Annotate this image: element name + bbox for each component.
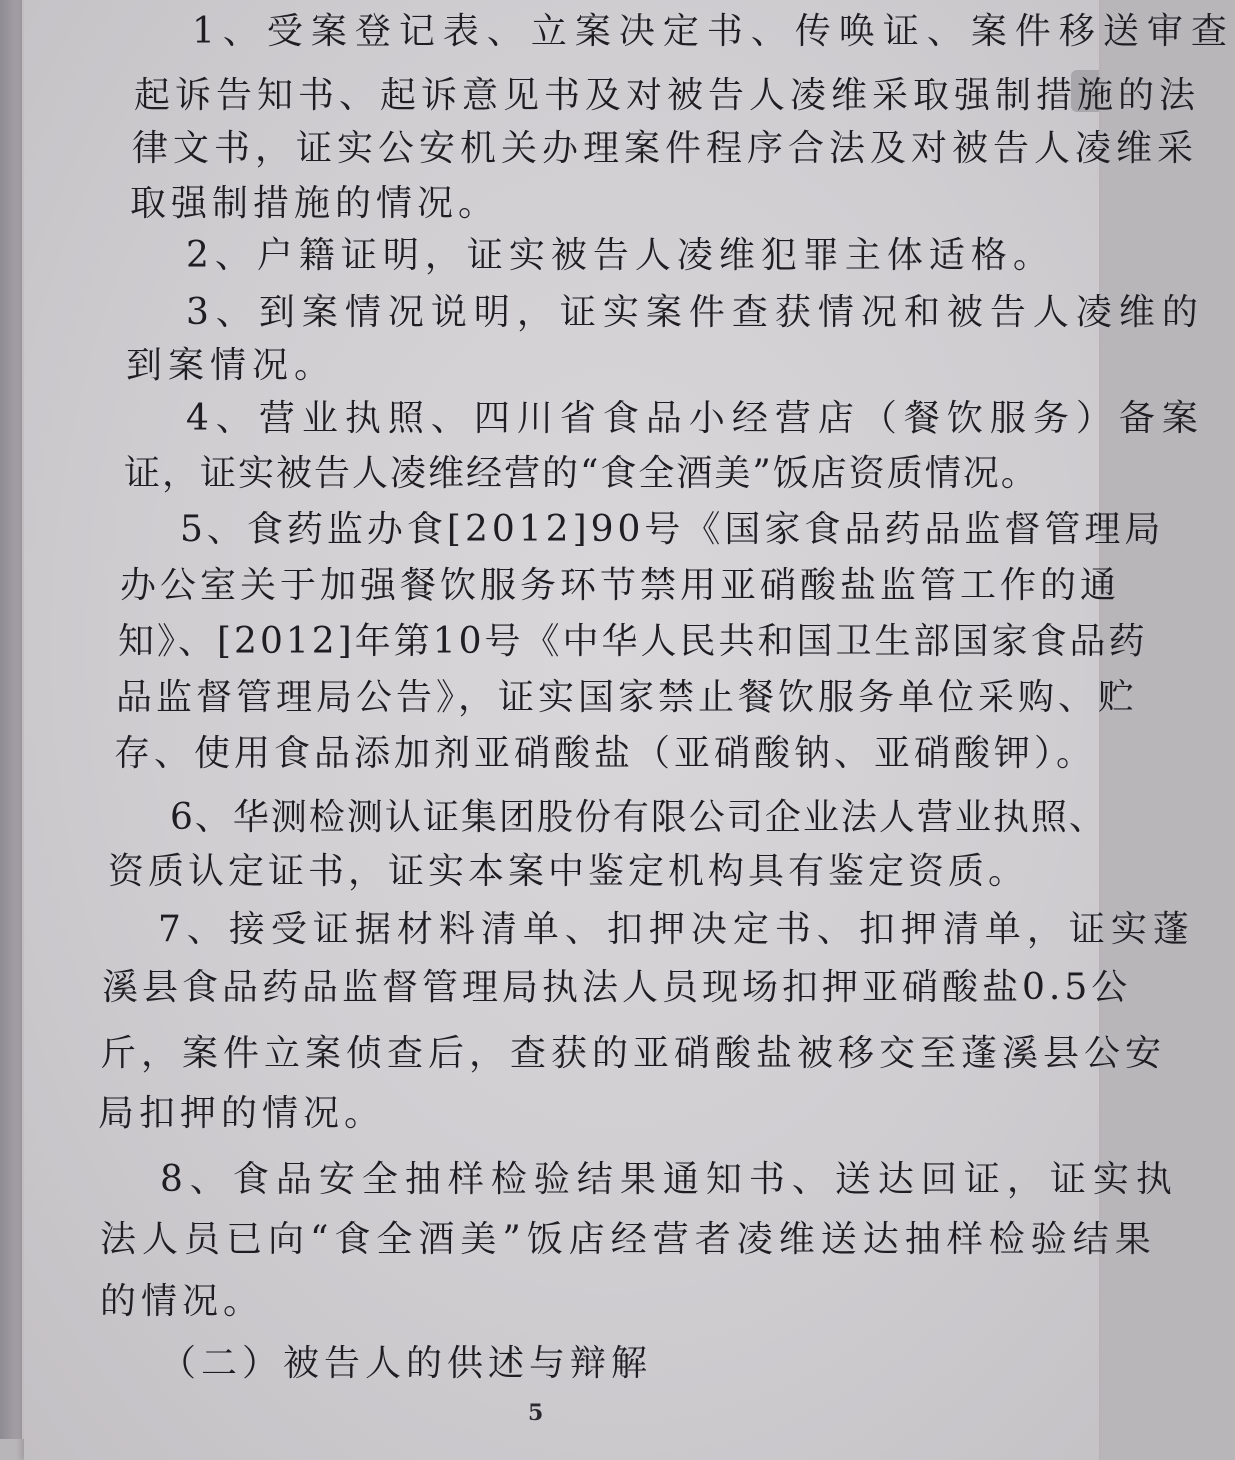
text-line: 品监督管理局公告》，证实国家禁止餐饮服务单位采购、贮	[116, 677, 1139, 718]
section-heading: （二）被告人的供述与辩解	[160, 1343, 653, 1384]
text-line: 法人员已向“食全酒美”饭店经营者凌维送达抽样检验结果	[100, 1219, 1157, 1260]
text-line: 办公室关于加强餐饮服务环节禁用亚硝酸盐监管工作的通	[120, 565, 1121, 606]
text-line: 到案情况。	[126, 345, 337, 386]
text-line: 3、到案情况说明，证实案件查获情况和被告人凌维的	[186, 292, 1205, 333]
text-line: 资质认定证书，证实本案中鉴定机构具有鉴定资质。	[108, 851, 1029, 892]
text-line: 4、营业执照、四川省食品小经营店（餐饮服务）备案	[186, 398, 1205, 439]
text-line: 存、使用食品添加剂亚硝酸盐（亚硝酸钠、亚硝酸钾）。	[114, 733, 1097, 774]
text-line: 知》、[2012]年第10号《中华人民共和国卫生部国家食品药	[118, 621, 1148, 662]
text-line: 6、华测检测认证集团股份有限公司企业法人营业执照、	[170, 797, 1107, 838]
text-line: 律文书，证实公安机关办理案件程序合法及对被告人凌维采	[132, 128, 1199, 169]
text-line: 起诉告知书、起诉意见书及对被告人凌维采取强制措施的法	[134, 75, 1201, 116]
page-number: 5	[528, 1400, 544, 1426]
text-line: 局扣押的情况。	[98, 1093, 386, 1134]
text-line: 1、受案登记表、立案决定书、传唤证、案件移送审查	[192, 11, 1235, 52]
text-line: 的情况。	[100, 1281, 265, 1322]
text-line: 证，证实被告人凌维经营的“食全酒美”饭店资质情况。	[124, 453, 1039, 494]
text-line: 7、接受证据材料清单、扣押决定书、扣押清单，证实蓬	[158, 909, 1195, 950]
text-line: 2、户籍证明，证实被告人凌维犯罪主体适格。	[186, 235, 1055, 276]
text-line: 溪县食品药品监督管理局执法人员现场扣押亚硝酸盐0.5公	[102, 967, 1132, 1008]
text-line: 斤，案件立案侦查后，查获的亚硝酸盐被移交至蓬溪县公安	[100, 1033, 1167, 1074]
text-line: 取强制措施的情况。	[130, 183, 500, 224]
text-line: 8、食品安全抽样检验结果通知书、送达回证，证实执	[160, 1159, 1179, 1200]
text-line: 5、食药监办食[2012]90号《国家食品药品监督管理局	[180, 509, 1165, 550]
